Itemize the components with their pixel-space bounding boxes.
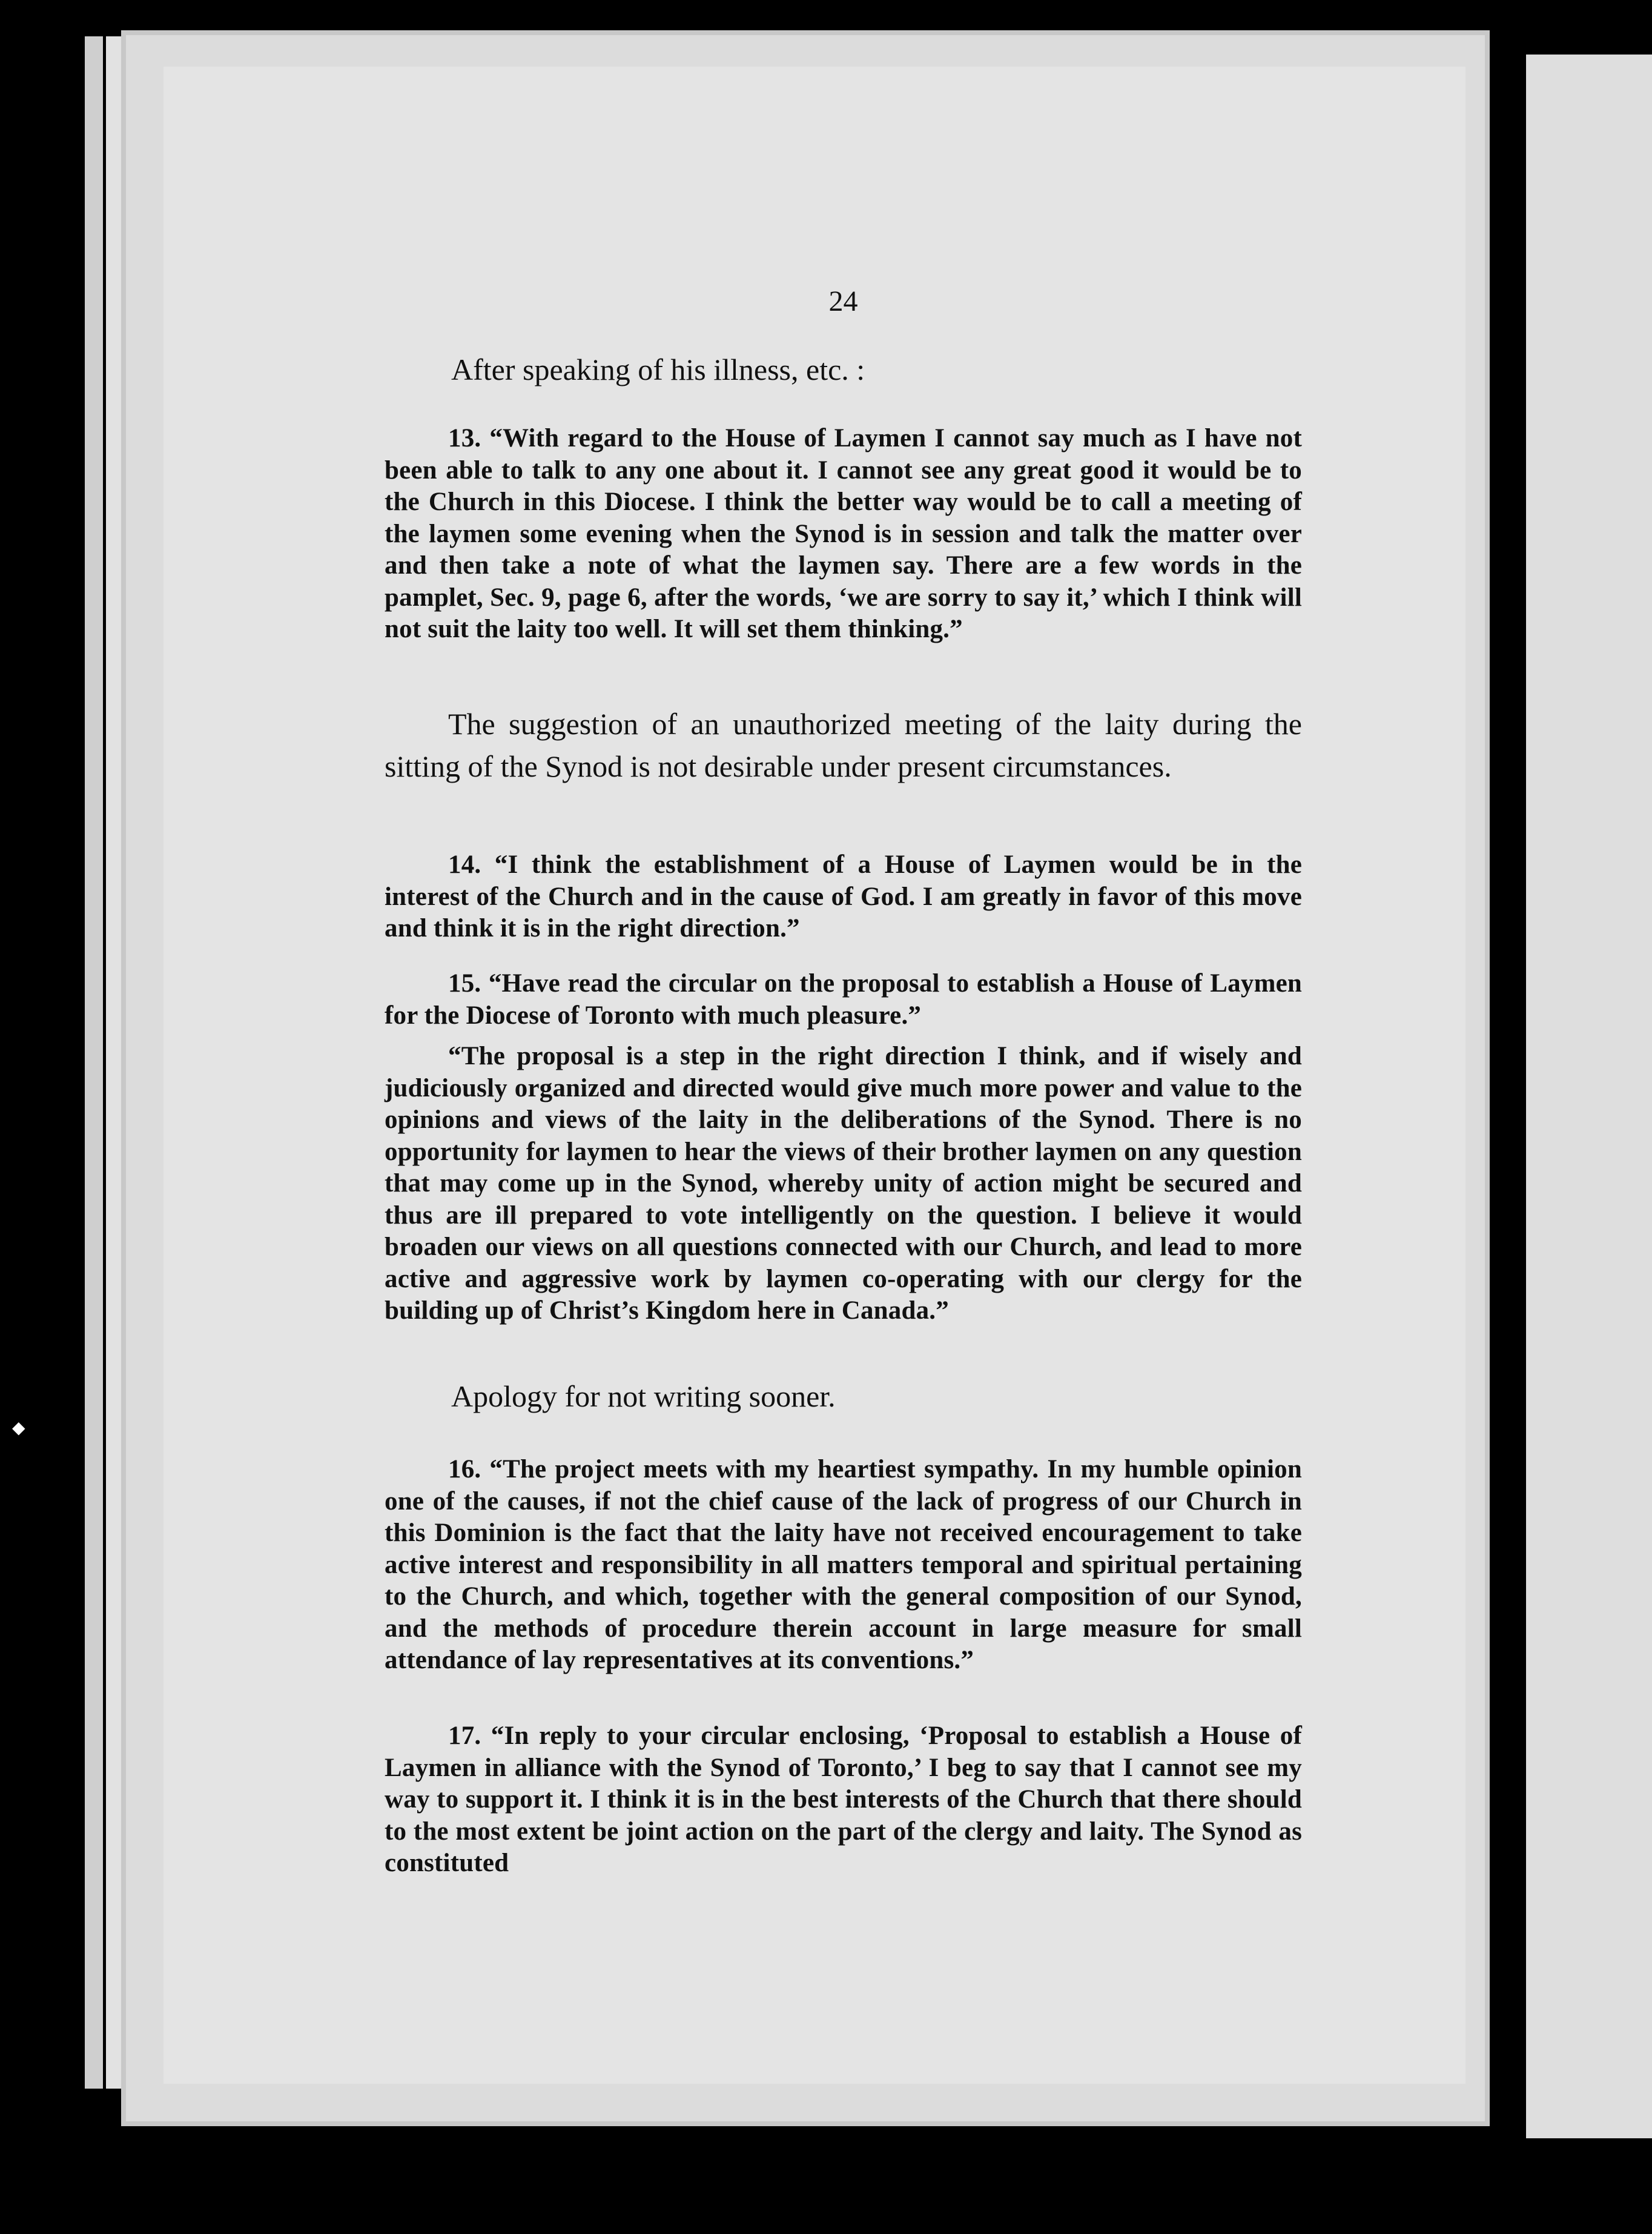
scan-speck: ◆: [12, 1419, 25, 1437]
page-stack-edge: [85, 36, 103, 2089]
letter-13: 13. “With regard to the House of Laymen I cannot say much as I have not been able to talk to any one about it. I cannot see any great good it would be to the Church in this Diocese. I think the better way would be to call a meeting of the laymen some evening when the Synod is in session and talk the matter over and then take a note of what the laymen say. There are a few words in the pamplet, Sec. 9, page 6, after the words, ‘we are sorry to say it,’ which I think will not suit the laity too well. It will set them thinking.”: [385, 424, 1302, 643]
letter-17: 17. “In reply to your circular enclosing, ‘Proposal to establish a House of Laymen in alliance with the Synod of Toronto,’ I beg to say that I cannot see my way to support it. I think it is in the best interests of the Church that there should to the most extent be joint action on the part of the clergy and laity. The Synod as constituted: [385, 1722, 1302, 1877]
intro-line: After speaking of his illness, etc. :: [451, 353, 865, 386]
letter-15-continued: “The proposal is a step in the right direction I think, and if wisely and judiciously organized and directed would give much more power and value to the opinions and views of the laity in the deliberations of the Synod. There is no opportunity for laymen to hear the views of their brother laymen on any question that may come up in the Synod, whereby unity of action might be secured and thus are ill prepared to vote intelligently on the question. I believe it would broaden our views on all questions connected with our Church, and lead to more active and aggressive work by laymen co-operating with our clergy for the building up of Christ’s Kingdom here in Canada.”: [385, 1042, 1302, 1325]
apology-line: Apology for not writing sooner.: [451, 1379, 836, 1413]
page-stack-edge: [106, 36, 121, 2089]
letter-15: 15. “Have read the circular on the proposal to establish a House of Laymen for the Diocese of Toronto with much pleasure.”: [385, 969, 1302, 1030]
adjacent-page-edge: [1526, 55, 1652, 2138]
letter-14: 14. “I think the establishment of a House of Laymen would be in the interest of the Church and in the cause of God. I am greatly in favor of this move and think it is in the right direction.”: [385, 850, 1302, 943]
page-number: 24: [828, 285, 858, 317]
letter-16: 16. “The project meets with my heartiest sympathy. In my humble opinion one of the causes, if not the chief cause of the lack of progress of our Church in this Dominion is the fact that the laity have not received encouragement to take active interest and responsibility in all matters temporal and spiritual pertaining to the Church, and which, together with the general composition of our Synod, and the methods of procedure therein account in large measure for small attendance of lay representatives at its conventions.”: [385, 1455, 1302, 1674]
commentary-paragraph: The suggestion of an unauthorized meeting of the laity during the sitting of the Synod is not desirable under present circumstances.: [385, 707, 1302, 783]
